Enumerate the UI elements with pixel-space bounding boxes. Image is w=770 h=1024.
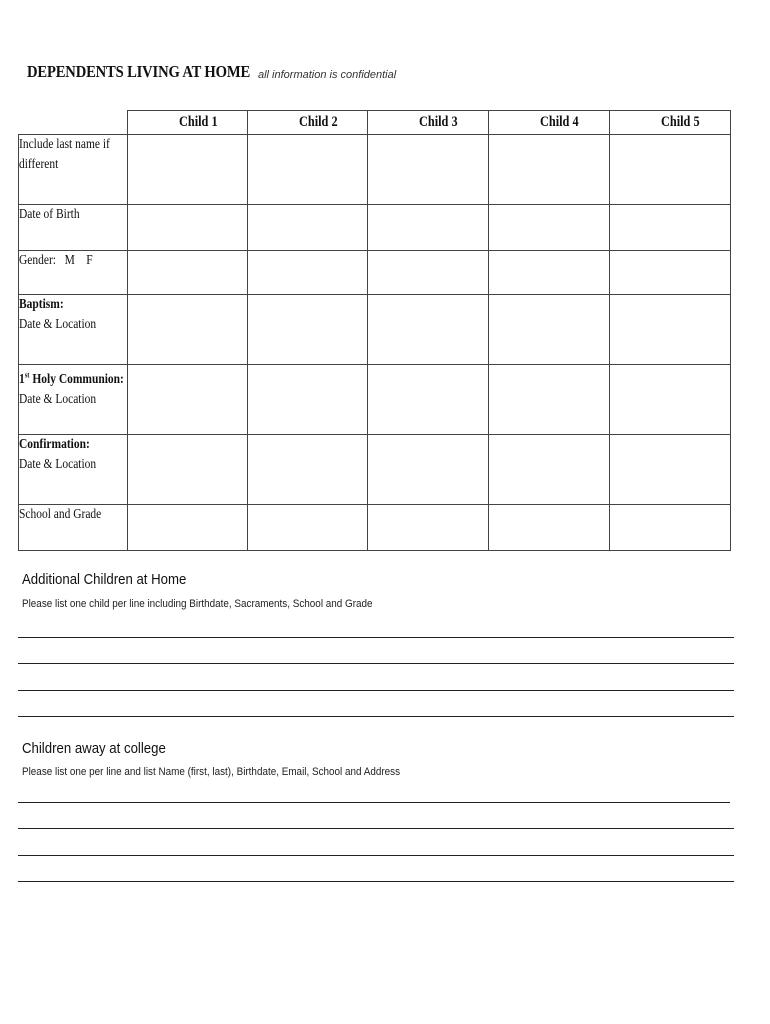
table-row-baptism: [19, 295, 731, 365]
row-label-baptism: Baptism: Date & Location: [19, 295, 128, 365]
column-header-child-4: Child 4: [489, 111, 610, 135]
page-title: DEPENDENTS LIVING AT HOME: [27, 62, 251, 81]
communion-child-2-cell[interactable]: [248, 365, 368, 435]
name-child-4-cell[interactable]: [489, 135, 610, 205]
confirmation-child-2-cell[interactable]: [248, 435, 368, 505]
college-children-instruction: Please list one per line and list Name (first, last), Birthdate, Email, School and Address: [22, 766, 401, 778]
additional-child-line-1[interactable]: [18, 637, 734, 638]
college-child-line-2[interactable]: [18, 828, 734, 829]
additional-child-line-2[interactable]: [18, 663, 734, 664]
school-child-5-cell[interactable]: [610, 505, 731, 551]
dob-child-4-cell[interactable]: [489, 205, 610, 251]
dob-child-5-cell[interactable]: [610, 205, 731, 251]
communion-child-5-cell[interactable]: [610, 365, 731, 435]
row-label-dob: Date of Birth: [19, 205, 128, 251]
table-row-dob: [19, 205, 731, 251]
baptism-child-5-cell[interactable]: [610, 295, 731, 365]
gender-child-1-cell[interactable]: [128, 251, 248, 295]
college-child-line-3[interactable]: [18, 855, 734, 856]
table-row-communion: [19, 365, 731, 435]
table-row-gender: [19, 251, 731, 295]
gender-child-4-cell[interactable]: [489, 251, 610, 295]
additional-children-instruction: Please list one child per line including Birthdate, Sacraments, School and Grade: [22, 598, 373, 610]
baptism-child-3-cell[interactable]: [368, 295, 489, 365]
school-child-2-cell[interactable]: [248, 505, 368, 551]
communion-child-3-cell[interactable]: [368, 365, 489, 435]
college-children-heading: Children away at college: [22, 740, 166, 757]
school-child-3-cell[interactable]: [368, 505, 489, 551]
corner-cell: [19, 111, 128, 135]
row-label-gender: Gender: M F: [19, 251, 128, 295]
dependents-table: [18, 110, 731, 551]
additional-child-line-4[interactable]: [18, 716, 734, 717]
confidential-note: all information is confidential: [258, 69, 397, 81]
gender-child-3-cell[interactable]: [368, 251, 489, 295]
row-label-communion: 1st Holy Communion: Date & Location: [19, 365, 128, 435]
baptism-child-4-cell[interactable]: [489, 295, 610, 365]
confirmation-child-3-cell[interactable]: [368, 435, 489, 505]
communion-child-4-cell[interactable]: [489, 365, 610, 435]
name-child-3-cell[interactable]: [368, 135, 489, 205]
confirmation-child-4-cell[interactable]: [489, 435, 610, 505]
gender-child-5-cell[interactable]: [610, 251, 731, 295]
college-child-line-4[interactable]: [18, 881, 734, 882]
communion-child-1-cell[interactable]: [128, 365, 248, 435]
column-header-child-1: Child 1: [128, 111, 248, 135]
dob-child-3-cell[interactable]: [368, 205, 489, 251]
school-child-1-cell[interactable]: [128, 505, 248, 551]
additional-child-line-3[interactable]: [18, 690, 734, 691]
name-child-1-cell[interactable]: [128, 135, 248, 205]
confirmation-child-1-cell[interactable]: [128, 435, 248, 505]
column-header-child-3: Child 3: [368, 111, 489, 135]
confirmation-child-5-cell[interactable]: [610, 435, 731, 505]
name-child-2-cell[interactable]: [248, 135, 368, 205]
table-row-name: [19, 135, 731, 205]
school-child-4-cell[interactable]: [489, 505, 610, 551]
additional-children-heading: Additional Children at Home: [22, 571, 187, 588]
baptism-child-2-cell[interactable]: [248, 295, 368, 365]
row-label-school: School and Grade: [19, 505, 128, 551]
table-row-school: [19, 505, 731, 551]
column-header-child-2: Child 2: [248, 111, 368, 135]
baptism-child-1-cell[interactable]: [128, 295, 248, 365]
dob-child-2-cell[interactable]: [248, 205, 368, 251]
table-header-row: [19, 111, 731, 135]
dob-child-1-cell[interactable]: [128, 205, 248, 251]
gender-child-2-cell[interactable]: [248, 251, 368, 295]
table-row-confirmation: [19, 435, 731, 505]
name-child-5-cell[interactable]: [610, 135, 731, 205]
column-header-child-5: Child 5: [610, 111, 731, 135]
college-child-line-1[interactable]: [18, 802, 730, 803]
row-label-name: Include last name if different: [19, 135, 128, 205]
row-label-confirmation: Confirmation: Date & Location: [19, 435, 128, 505]
